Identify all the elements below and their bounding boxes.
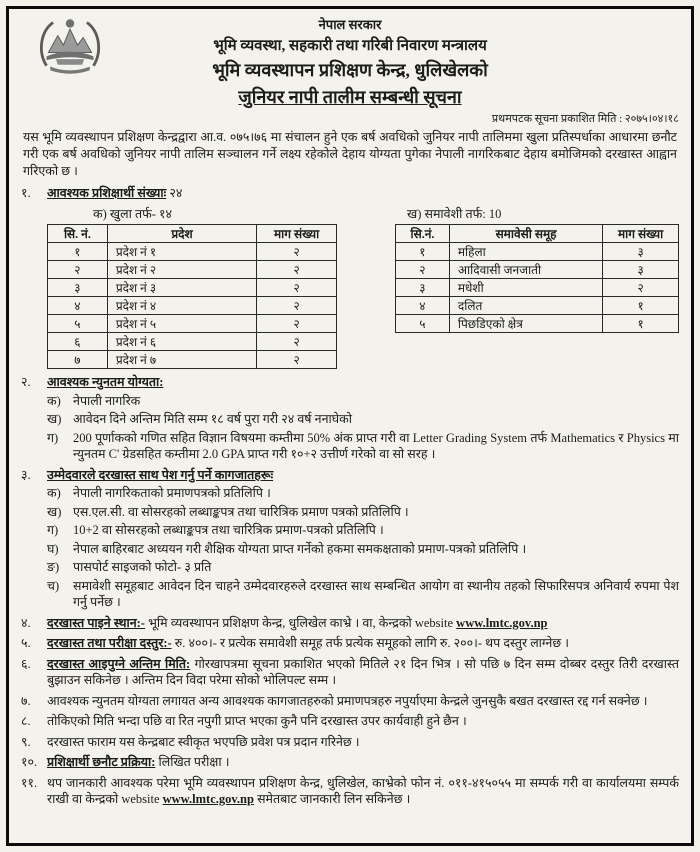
item-text: तोकिएको मिति भन्दा पछि वा रित नपुगी प्राप्त भएका कुनै पनि दरखास्त उपर कार्यवाही हुने छैन । bbox=[47, 714, 467, 729]
table-cell: प्रदेश नं ७ bbox=[107, 351, 256, 369]
table-cell: १ bbox=[395, 243, 449, 261]
item-label: उम्मेदवारले दरखास्त साथ पेश गर्नु पर्ने कागजातहरूः bbox=[47, 467, 274, 482]
notice-item-1 bbox=[21, 185, 679, 202]
table-cell: प्रदेश नं १ bbox=[107, 243, 256, 261]
list-item-text: नेपाल बाहिरबाट अध्ययन गरी शैक्षिक योग्यता प्राप्त गर्नेको हकमा समकक्षताको प्रमाण-पत्रको प्रतिलिपि । bbox=[73, 541, 527, 556]
table-row bbox=[48, 261, 337, 279]
table-cell: २ bbox=[257, 333, 337, 351]
table-cell: २ bbox=[257, 261, 337, 279]
publish-date: प्रथमपटक सूचना प्रकाशित मिति : २०७५।०४।१८ bbox=[491, 113, 679, 125]
table-row bbox=[48, 333, 337, 351]
office-name: भूमि व्यवस्थापन प्रशिक्षण केन्द्र, धुलिखेलको bbox=[212, 60, 488, 80]
open-quota-block bbox=[47, 205, 337, 369]
open-quota-label: क) खुला तर्फ- १४ bbox=[93, 207, 173, 222]
item-text: भूमि व्यवस्थापन प्रशिक्षण केन्द्र, धुलिखेल काभ्रे । वा, केन्द्रको website bbox=[148, 615, 454, 630]
list-item-text: समावेशी समूहबाट आवेदन दिन चाहने उम्मेदवारहरुले दरखास्त साथ सम्बन्धित आयोग वा स्थानीय तहको सिफारिसपत्र अनिवार्य रुपमा पेश गर्नु पर्नेछ । bbox=[73, 578, 679, 610]
nepal-emblem-icon bbox=[37, 15, 103, 77]
item-text: रु. ४००।- र प्रत्येक समावेशी समूह तर्फ प्रत्येक समूहको लागि रु. २००।- थप दस्तुर लाग्नेछ । bbox=[174, 636, 569, 651]
list-item bbox=[47, 430, 679, 463]
column-header-quota: माग संख्या bbox=[603, 225, 679, 243]
table-row bbox=[48, 297, 337, 315]
list-item bbox=[47, 578, 679, 611]
table-cell: २ bbox=[257, 315, 337, 333]
list-item-text: 10+2 वा सोसरहको लब्धाङ्कपत्र तथा चारित्रिक प्रमाण-पत्रको प्रतिलिपि । bbox=[73, 523, 384, 538]
notice-item-5 bbox=[21, 635, 679, 652]
inclusive-quota-table bbox=[395, 224, 679, 333]
table-cell: प्रदेश नं ३ bbox=[107, 279, 256, 297]
table-row bbox=[395, 261, 678, 279]
item-number: १०. bbox=[21, 755, 38, 770]
inclusive-quota-table-body bbox=[395, 243, 678, 333]
table-cell: ५ bbox=[48, 315, 108, 333]
column-header-group: समावेसी समूह bbox=[449, 225, 602, 243]
item-label: दरखास्त पाइने स्थान:- bbox=[47, 615, 145, 630]
table-cell: पिछडिएको क्षेत्र bbox=[449, 315, 602, 333]
table-cell: २ bbox=[48, 261, 108, 279]
item3-sublist bbox=[47, 485, 679, 611]
table-cell: प्रदेश नं २ bbox=[107, 261, 256, 279]
item-label: आवश्यक न्युनतम योग्यता: bbox=[47, 375, 164, 390]
document-page bbox=[6, 6, 694, 846]
list-item-letter: ख) bbox=[47, 412, 62, 427]
table-cell: १ bbox=[603, 315, 679, 333]
intro-paragraph: यस भूमि व्यवस्थापन प्रशिक्षण केन्द्रद्वारा आ.व. ०७५।७६ मा संचालन हुने एक बर्ष अवधिको जुनियर नापी तालिममा खुला प्रतिस्पर्धाका आधारमा छनौट गरी एक बर्ष अवधिको जुनियर नापी तालिम सञ्चालन गर्ने लक्ष्य रहेकोले देहाय योग्यता पुगेका नेपाली नागरिकबाट देहाय बमोजिमको दरखास्त आह्वान गरिएको छ । bbox=[23, 130, 677, 178]
list-item-text: नेपाली नागरिकताको प्रमाणपत्रको प्रतिलिपि । bbox=[73, 486, 271, 501]
table-cell: ३ bbox=[48, 279, 108, 297]
list-item-letter: ङ) bbox=[47, 560, 60, 575]
list-item-text: नेपाली नागरिक bbox=[73, 393, 141, 408]
notice-item-2 bbox=[21, 374, 679, 391]
table-row bbox=[48, 351, 337, 369]
item-number: ३. bbox=[21, 467, 31, 482]
list-item-letter: ग) bbox=[47, 523, 59, 538]
table-cell: महिला bbox=[449, 243, 602, 261]
item2-sublist bbox=[47, 393, 679, 463]
table-row bbox=[48, 315, 337, 333]
item-label: प्रशिक्षार्थी छनौट प्रक्रिया: bbox=[47, 755, 156, 770]
item-text: समेतबाट जानकारी लिन सकिनेछ । bbox=[257, 792, 411, 807]
list-item-letter: घ) bbox=[47, 541, 59, 556]
item-text: लिखित परीक्षा । bbox=[158, 755, 230, 770]
list-item-letter: क) bbox=[47, 393, 61, 408]
item-number: ५. bbox=[21, 636, 31, 651]
item-text: दरखास्त फाराम यस केन्द्रबाट स्वीकृत भएपछि प्रवेश पत्र प्रदान गरिनेछ । bbox=[47, 734, 360, 749]
government-name: नेपाल सरकार bbox=[318, 17, 382, 32]
item-label: दरखास्त आइपुग्ने अन्तिम मिति: bbox=[47, 656, 191, 671]
ministry-name: भूमि व्यवस्था, सहकारी तथा गरिबी निवारण मन्त्रालय bbox=[213, 38, 487, 54]
table-cell: ६ bbox=[48, 333, 108, 351]
item-number: ६. bbox=[21, 656, 31, 671]
list-item-text: एस.एल.सी. वा सोसरहको लब्धाङ्कपत्र तथा चारित्रिक प्रमाण पत्रको प्रतिलिपि । bbox=[73, 504, 409, 519]
table-cell: ४ bbox=[395, 297, 449, 315]
table-cell: ३ bbox=[395, 279, 449, 297]
item-text: गोरखापत्रमा सूचना प्रकाशित भएको मितिले २१ दिन भित्र । सो पछि ७ दिन सम्म दोब्बर दस्तुर तिरी दरखास्त बुझाउन सकिनेछ । अन्तिम दिन विदा परेमा सोको भोलिपल्ट सम्म । bbox=[47, 656, 679, 688]
item-number: २. bbox=[21, 375, 31, 390]
table-cell: प्रदेश नं ४ bbox=[107, 297, 256, 315]
open-quota-table-body bbox=[48, 243, 337, 369]
list-item bbox=[47, 411, 679, 428]
notice-item-10 bbox=[21, 754, 679, 771]
table-cell: २ bbox=[257, 297, 337, 315]
table-cell: आदिवासी जनजाती bbox=[449, 261, 602, 279]
table-row bbox=[48, 243, 337, 261]
list-item bbox=[47, 393, 679, 410]
item-number: ७. bbox=[21, 693, 31, 708]
inclusive-quota-label: ख) समावेशी तर्फ: 10 bbox=[406, 207, 502, 222]
table-row bbox=[395, 297, 678, 315]
list-item bbox=[47, 541, 679, 558]
item-text: थप जानकारी आवश्यक परेमा भूमि व्यवस्थापन प्रशिक्षण केन्द्र, धुलिखेल, काभ्रेको फोन नं. ०११-४१५०५५ मा सम्पर्क गरी वा कार्यालयमा सम्पर्क राखी वा केन्द्रको website bbox=[47, 775, 679, 807]
item-number: ८. bbox=[21, 714, 31, 729]
website-link[interactable]: www.lmtc.gov.np bbox=[162, 792, 254, 807]
column-header-quota: माग संख्या bbox=[257, 225, 337, 243]
item-label: आवश्यक प्रशिक्षार्थी संख्याः bbox=[47, 185, 167, 200]
list-item-text: आवेदन दिने अन्तिम मिति सम्म १८ वर्ष पुरा गरी २४ वर्ष ननाघेको bbox=[73, 412, 352, 427]
table-header-row bbox=[395, 225, 678, 243]
item-number: ९. bbox=[21, 734, 31, 749]
open-quota-table bbox=[47, 224, 337, 369]
table-cell: प्रदेश नं ६ bbox=[107, 333, 256, 351]
list-item-text: पासपोर्ट साइजको फोटो- ३ प्रति bbox=[73, 560, 212, 575]
table-cell: मधेशी bbox=[449, 279, 602, 297]
column-header-sn: सि.नं. bbox=[395, 225, 449, 243]
item-number: १. bbox=[21, 185, 31, 200]
list-item bbox=[47, 559, 679, 576]
list-item-text: 200 पूर्णाकको गणित सहित विज्ञान विषयमा कम्तीमा 50% अंक प्राप्त गरी वा Letter Grading System तर्फ Mathematics र Physics मा न्युनतम C' ग्रेडसहित कम्तीमा 2.0 GPA प्राप्त गरी १०+२ उत्तीर्ण गरेको वा सो सरह । bbox=[73, 430, 679, 462]
list-item bbox=[47, 522, 679, 539]
list-item-letter: ग) bbox=[47, 430, 59, 445]
table-row bbox=[48, 279, 337, 297]
item-text: आवश्यक न्युनतम योग्यता लगायत अन्य आवश्यक कागजातहरुको प्रमाणपत्रहरु नपुर्याएमा केन्द्रले जुनसुकै बखत दरखास्त रद्द गर्न सक्नेछ । bbox=[47, 693, 648, 708]
table-row bbox=[395, 315, 678, 333]
table-cell: २ bbox=[257, 351, 337, 369]
column-header-province: प्रदेश bbox=[107, 225, 256, 243]
table-cell: प्रदेश नं ५ bbox=[107, 315, 256, 333]
notice-item-11 bbox=[21, 775, 679, 808]
notice-item-3 bbox=[21, 467, 679, 484]
table-header-row bbox=[48, 225, 337, 243]
notice-item-4 bbox=[21, 615, 679, 632]
list-item bbox=[47, 504, 679, 521]
item-label: दरखास्त तथा परीक्षा दस्तुर:- bbox=[47, 636, 172, 651]
table-cell: २ bbox=[395, 261, 449, 279]
table-cell: १ bbox=[48, 243, 108, 261]
table-cell: दलित bbox=[449, 297, 602, 315]
item-number: ४. bbox=[21, 615, 31, 630]
table-cell: २ bbox=[257, 243, 337, 261]
table-cell: ३ bbox=[603, 261, 679, 279]
notice-item-9 bbox=[21, 734, 679, 751]
table-row bbox=[395, 243, 678, 261]
table-cell: ५ bbox=[395, 315, 449, 333]
notice-title: जुनियर नापी तालीम सम्बन्धी सूचना bbox=[238, 87, 462, 107]
table-cell: २ bbox=[257, 279, 337, 297]
table-cell: २ bbox=[603, 279, 679, 297]
column-header-sn: सि. नं. bbox=[48, 225, 108, 243]
table-row bbox=[395, 279, 678, 297]
list-item-letter: ख) bbox=[47, 504, 62, 519]
notice-item-7 bbox=[21, 693, 679, 710]
table-cell: ४ bbox=[48, 297, 108, 315]
list-item-letter: क) bbox=[47, 486, 61, 501]
table-cell: ३ bbox=[603, 243, 679, 261]
notice-item-8 bbox=[21, 713, 679, 730]
table-cell: १ bbox=[603, 297, 679, 315]
quota-tables bbox=[47, 205, 679, 369]
inclusive-quota-block bbox=[395, 205, 679, 333]
list-item bbox=[47, 485, 679, 502]
notice-item-6 bbox=[21, 656, 679, 689]
website-link[interactable]: www.lmtc.gov.np bbox=[456, 615, 548, 630]
item-number: ११. bbox=[21, 775, 38, 790]
list-item-letter: च) bbox=[47, 578, 60, 593]
item-value: २४ bbox=[169, 185, 183, 200]
document-header bbox=[21, 13, 679, 109]
table-cell: ७ bbox=[48, 351, 108, 369]
